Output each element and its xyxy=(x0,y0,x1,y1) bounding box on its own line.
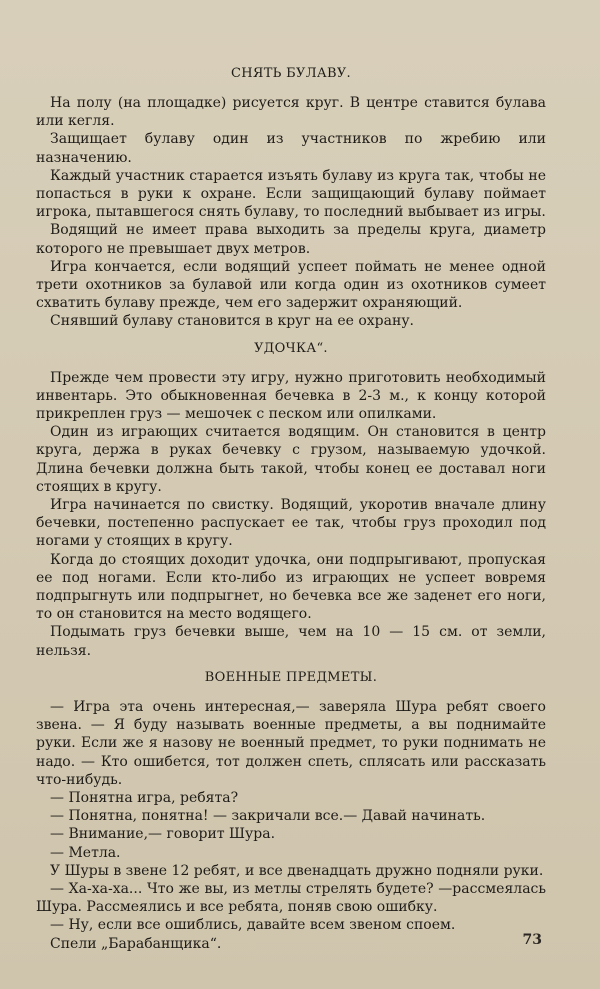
section-heading: ВОЕННЫЕ ПРЕДМЕТЫ. xyxy=(204,669,378,685)
dialogue-line: — Метла. xyxy=(50,844,121,861)
paragraph: — Игра эта очень интересная,— заверяла Шура ребят своего звена. — Я буду называть военные предметы, а вы поднимайте руки. Если же я назову не военный предмет, то руки поднимать не надо. — Кто ошибется, тот должен спеть, сплясать или рассказать что-нибудь. xyxy=(36,698,546,788)
dialogue-line: — Внимание,— говорит Шура. xyxy=(50,826,276,843)
dialogue-line: — Понятна игра, ребята? xyxy=(50,789,239,806)
paragraph: Игра кончается, если водящий успеет поймать не менее одной трети охотников за булавой или когда один из охотников сумеет схватить булаву прежде, чем его задержит охраняющий. xyxy=(36,258,546,312)
paragraph: Водящий не имеет права выходить за пределы круга, диаметр которого не превышает двух метров. xyxy=(36,222,546,257)
section-voennye-predmety xyxy=(36,670,546,953)
dialogue-line: — Ну, если все ошиблись, давайте всем звеном споем. xyxy=(50,917,456,934)
paragraph: У Шуры в звене 12 ребят, и все двенадцать дружно подняли руки. xyxy=(50,862,544,879)
section-snyat-bulavu xyxy=(36,66,546,331)
section-heading: УДОЧКА“. xyxy=(254,340,328,356)
paragraph: Спели „Барабанщика“. xyxy=(50,935,222,952)
paragraph: Игра начинается по свистку. Водящий, укоротив вначале длину бечевки, постепенно распускает ее так, чтобы груз проходил под ногами у стоящих в кругу. xyxy=(36,497,546,550)
section-udochka xyxy=(36,341,546,660)
paragraph: Защищает булаву один из участников по жребию или назначению. xyxy=(36,131,546,166)
dialogue-line: — Ха-ха-ха... Что же вы, из метлы стрелять будете? —рассмеялась Шура. Рассмеялись и все ребята, поняв свою ошибку. xyxy=(36,880,546,916)
page-content xyxy=(36,66,546,963)
paragraph: Когда до стоящих доходит удочка, они подпрыгивают, пропуская ее под ногами. Если кто-либо из играющих не успеет вовремя подпрыгнуть или подпрыгнет, но бечевка все же заденет его ноги, то он становится на место водящего. xyxy=(36,551,546,623)
paragraph: На полу (на площадке) рисуется круг. В центре ставится булава или кегля. xyxy=(36,95,546,130)
paragraph: Прежде чем провести эту игру, нужно приготовить необходимый инвентарь. Это обыкновенная бечевка в 2-3 м., к концу которой прикреплен груз — мешочек с песком или опилками. xyxy=(36,369,546,423)
paragraph: Подымать груз бечевки выше, чем на 10 — 15 см. от земли, нельзя. xyxy=(36,624,546,659)
dialogue-line: — Понятна, понятна! — закричали все.— Давай начинать. xyxy=(50,808,486,825)
paragraph: Снявший булаву становится в круг на ее охрану. xyxy=(50,313,414,330)
paragraph: Один из играющих считается водящим. Он становится в центр круга, держа в руках бечевку с грузом, называемую удочкой. Длина бечевки должна быть такой, чтобы конец ее доставал ноги стоящих в кругу. xyxy=(36,424,546,495)
section-heading: СНЯТЬ БУЛАВУ. xyxy=(231,66,351,81)
page-number: 73 xyxy=(522,932,542,948)
paragraph: Каждый участник старается изъять булаву из круга так, чтобы не попасться в руки к охране. Если защищающий булаву поймает игрока, пытавшегося снять булаву, то последний выбывает из игры. xyxy=(36,167,546,221)
